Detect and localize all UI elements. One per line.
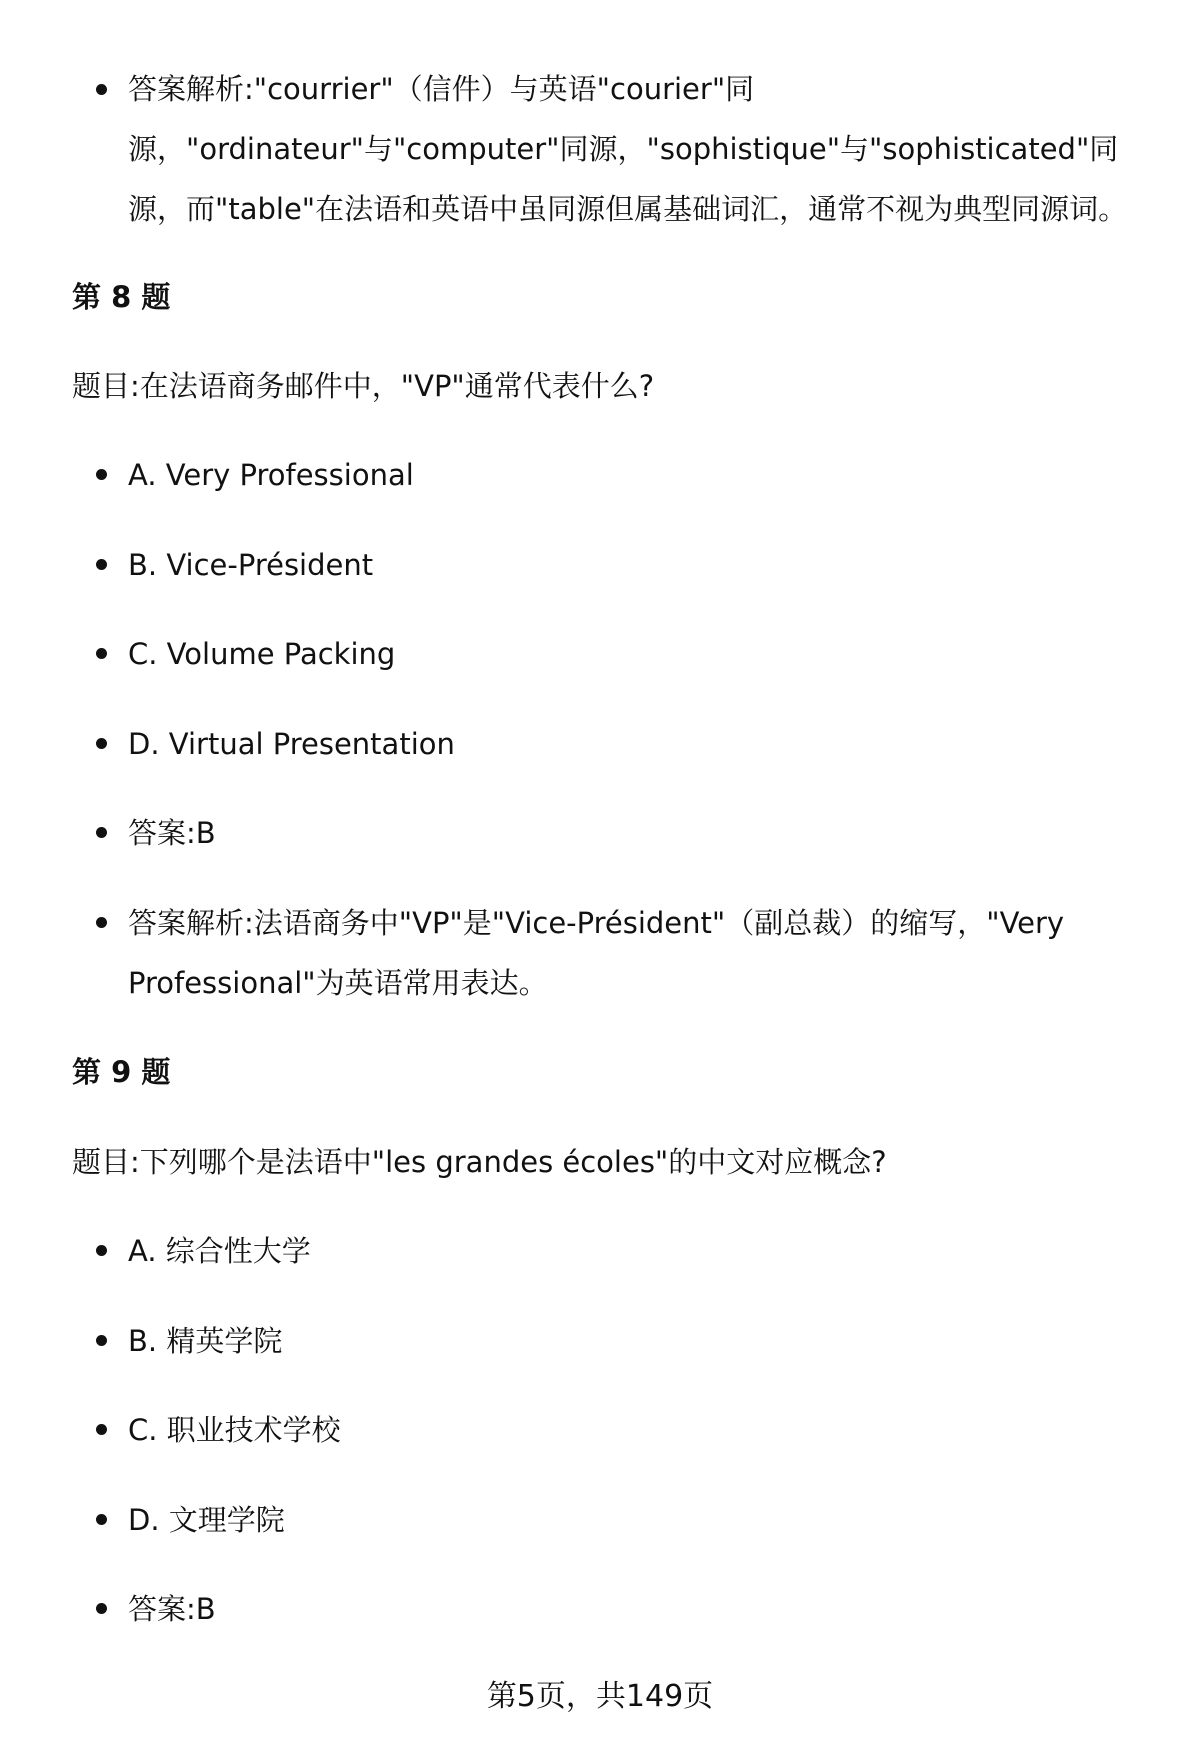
option-b: B. 精英学院 bbox=[128, 1324, 283, 1358]
question-prompt: 题目:下列哪个是法语中"les grandes écoles"的中文对应概念? bbox=[72, 1145, 887, 1179]
option-c: C. Volume Packing bbox=[128, 637, 396, 671]
option-d: D. 文理学院 bbox=[128, 1503, 285, 1537]
bullet-icon bbox=[96, 648, 107, 659]
bullet-icon bbox=[96, 559, 107, 570]
question-prompt: 题目:在法语商务邮件中，"VP"通常代表什么? bbox=[72, 369, 655, 403]
option-d: D. Virtual Presentation bbox=[128, 727, 455, 761]
answer: 答案:B bbox=[128, 816, 216, 850]
bullet-icon bbox=[96, 469, 107, 480]
analysis-line: Professional"为英语常用表达。 bbox=[128, 966, 548, 1000]
analysis-line: 答案解析:法语商务中"VP"是"Vice-Président"（副总裁）的缩写，"Very bbox=[128, 906, 1065, 940]
bullet-icon bbox=[96, 1424, 107, 1435]
bullet-icon bbox=[96, 1603, 107, 1614]
page-number: 第5页，共149页 bbox=[486, 1679, 714, 1714]
bullet-icon bbox=[96, 738, 107, 749]
analysis-line: 源，"ordinateur"与"computer"同源，"sophistique"与"sophisticated"同 bbox=[128, 132, 1119, 166]
answer: 答案:B bbox=[128, 1592, 216, 1626]
analysis-line: 答案解析:"courrier"（信件）与英语"courier"同 bbox=[128, 72, 755, 106]
bullet-icon bbox=[96, 84, 107, 95]
analysis-line: 源，而"table"在法语和英语中虽同源但属基础词汇，通常不视为典型同源词。 bbox=[128, 192, 1128, 226]
option-a: A. 综合性大学 bbox=[128, 1234, 311, 1268]
option-b: B. Vice-Président bbox=[128, 548, 374, 582]
bullet-icon bbox=[96, 1335, 107, 1346]
bullet-icon bbox=[96, 1514, 107, 1525]
option-a: A. Very Professional bbox=[128, 458, 414, 492]
question-heading: 第 9 题 bbox=[72, 1055, 171, 1089]
bullet-icon bbox=[96, 917, 107, 928]
bullet-icon bbox=[96, 827, 107, 838]
option-c: C. 职业技术学校 bbox=[128, 1413, 341, 1447]
bullet-icon bbox=[96, 1245, 107, 1256]
question-heading: 第 8 题 bbox=[72, 280, 171, 314]
